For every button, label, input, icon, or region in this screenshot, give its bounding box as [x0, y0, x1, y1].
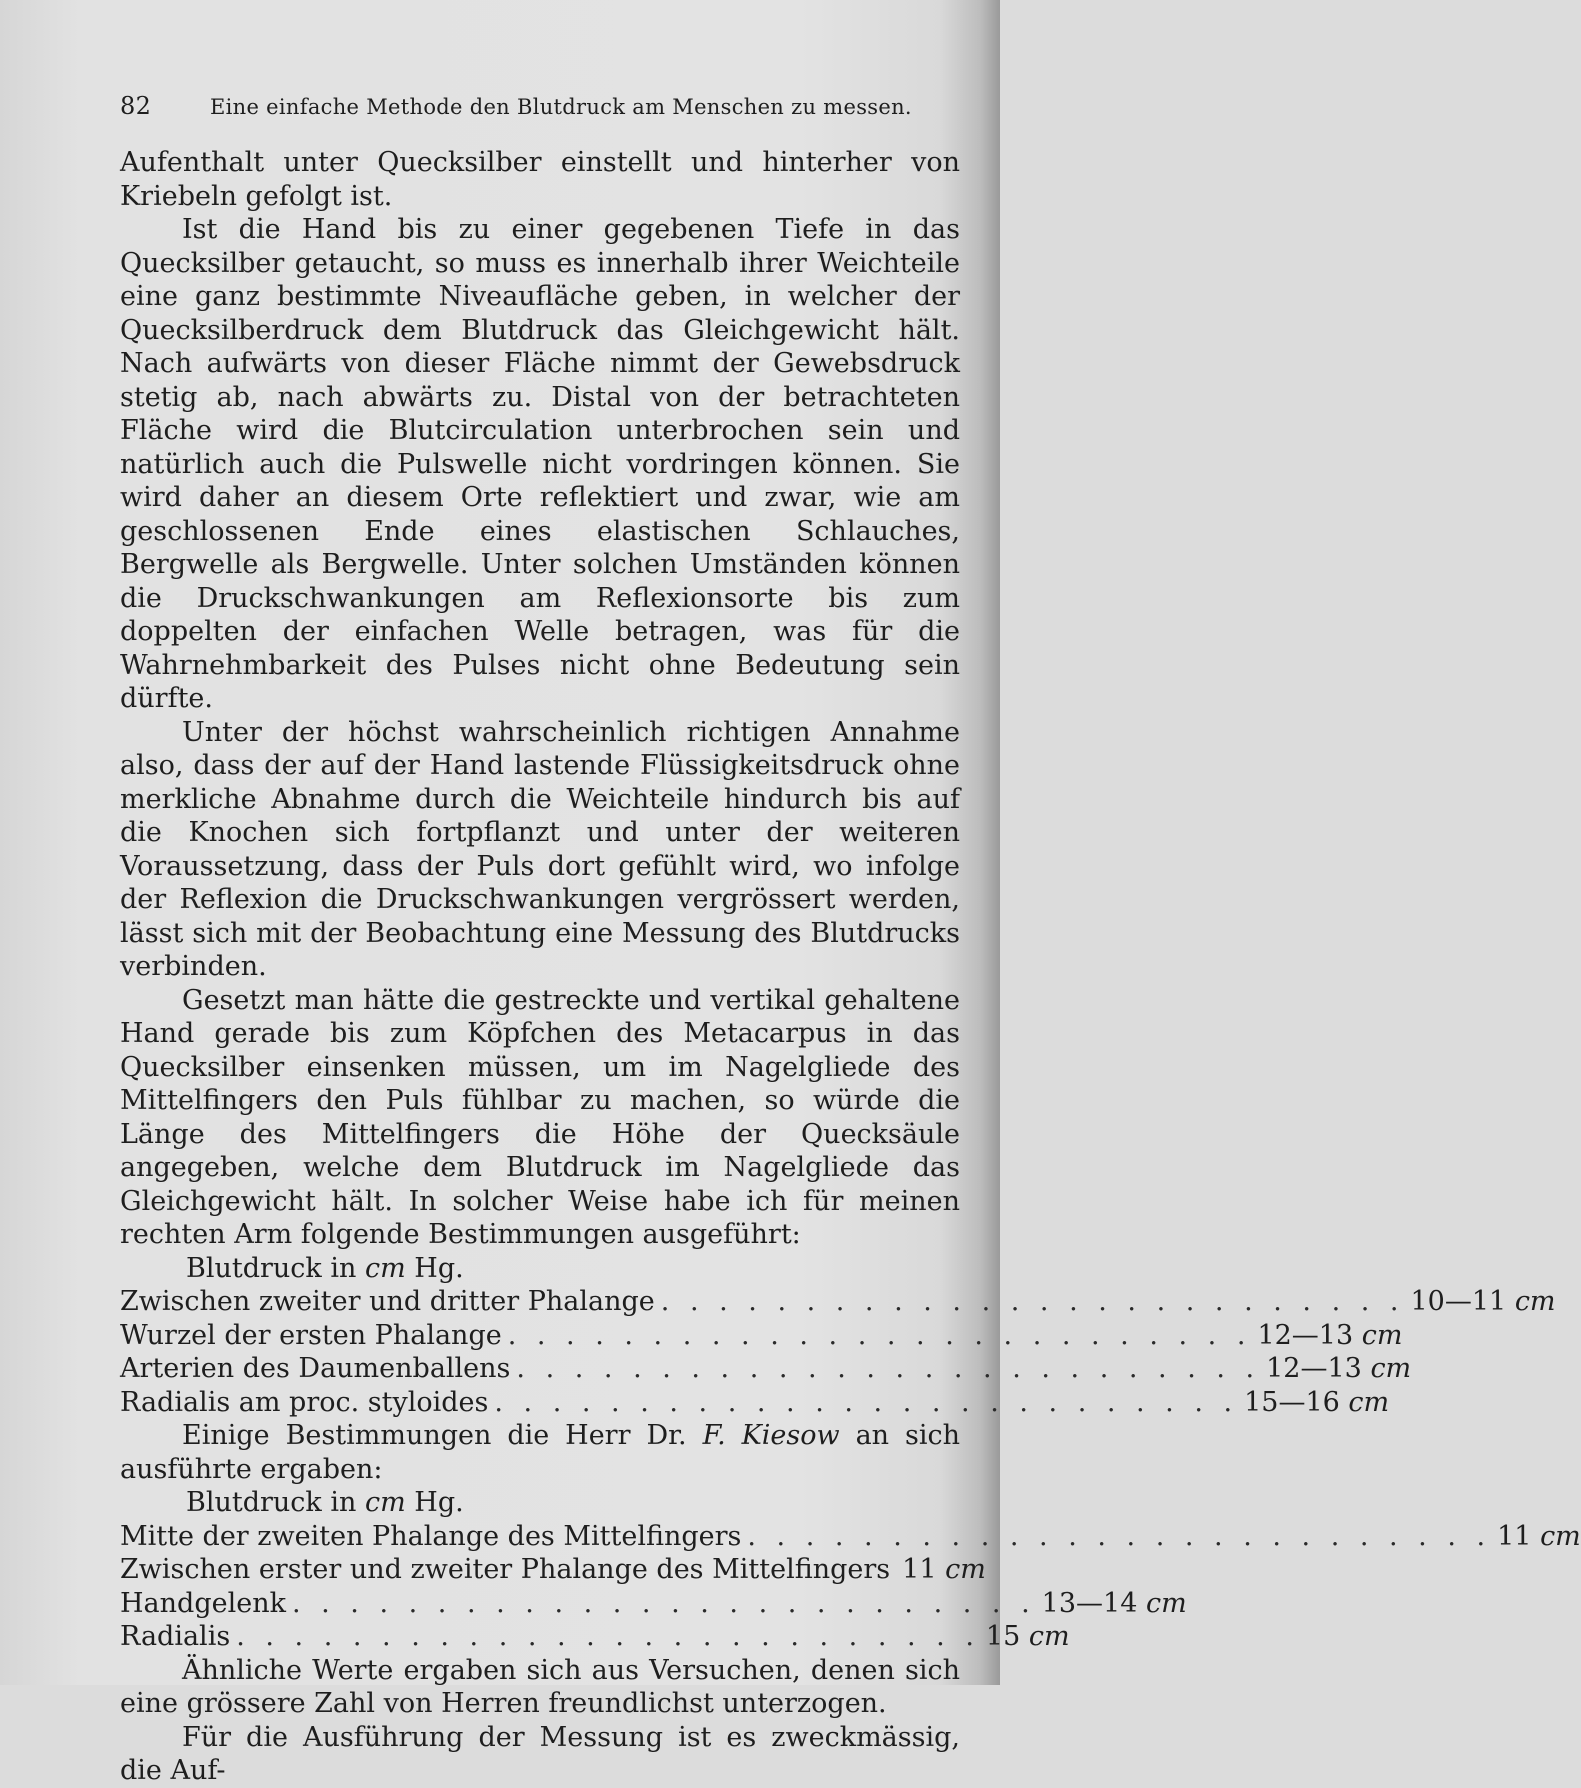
table1-row: Arterien des Daumenballens . . . . . . . . . . . . . . . . . . . . . . . . . . 12—13 cm [120, 1353, 1412, 1384]
paragraph-ausfuehrung: Für die Ausführung der Messung ist es zweckmässig, die Auf- [120, 1721, 960, 1786]
table1-row: Radialis am proc. styloides . . . . . . . . . . . . . . . . . . . . . . . . . . 15—16 cm [120, 1386, 1390, 1418]
table2-row: Zwischen erster und zweiter Phalange des Mittelfingers 11 cm [120, 1554, 986, 1585]
table2-title: Blutdruck in cm Hg. [186, 1487, 464, 1518]
dot-leader: . . . . . . . . . . . . . . . . . . . . . . . . . . [516, 1353, 1261, 1384]
table2-row: Mitte der zweiten Phalange des Mittelfingers . . . . . . . . . . . . . . . . . . . . . . . . . . 11 cm [120, 1520, 1581, 1552]
table1-row: Wurzel der ersten Phalange . . . . . . . . . . . . . . . . . . . . . . . . . . 12—13 cm [120, 1319, 1403, 1351]
paragraph-annahme: Unter der höchst wahrscheinlich richtigen Annahme also, dass der auf der Hand lastende Flüssigkeitsdruck ohne merkliche Abnahme durch die Weichteile hindurch bis auf die Knochen sich fortpflanzt und unter der weiteren Voraussetzung, dass der Puls dort gefühlt wird, wo infolge der Reflexion die Druckschwankungen vergrössert werden, lässt sich mit der Beobachtung eine Messung des Blutdrucks verbinden. [120, 716, 960, 982]
paragraph-continued: Aufenthalt unter Quecksilber einstellt und hinterher von Kriebeln gefolgt ist. [120, 147, 960, 212]
dot-leader: . . . . . . . . . . . . . . . . . . . . . . . . . . [507, 1319, 1252, 1351]
paragraph-aehnliche: Ähnliche Werte ergaben sich aus Versuchen, denen sich eine grössere Zahl von Herren freundlichst unterzogen. [120, 1654, 960, 1719]
paragraph-kiesow: Einige Bestimmungen die Herr Dr. F. Kiesow an sich ausführte ergaben: [120, 1420, 961, 1485]
dot-leader: . . . . . . . . . . . . . . . . . . . . . . . . . . [747, 1520, 1492, 1552]
table1-title: Blutdruck in cm Hg. [186, 1252, 464, 1284]
page-content [120, 92, 1581, 1788]
running-title: Eine einfache Methode den Blutdruck am Menschen zu messen. [210, 95, 912, 119]
dot-leader: . . . . . . . . . . . . . . . . . . . . . . . . . . [494, 1386, 1239, 1418]
table1-row: Zwischen zweiter und dritter Phalange . . . . . . . . . . . . . . . . . . . . . . . . . . 10—11 cm [120, 1286, 1556, 1317]
table2-row: Handgelenk . . . . . . . . . . . . . . . . . . . . . . . . . . 13—14 cm [120, 1587, 1187, 1619]
table2-row: Radialis . . . . . . . . . . . . . . . . . . . . . . . . . . 15 cm [120, 1621, 1070, 1652]
dot-leader: . . . . . . . . . . . . . . . . . . . . . . . . . . [236, 1621, 980, 1652]
paragraph-niveauflaeche: Ist die Hand bis zu einer gegebenen Tiefe in das Quecksilber getaucht, so muss es innerhalb ihrer Weichteile eine ganz bestimmte Niveaufläche geben, in welcher der Quecksilberdruck dem Blutdruck das Gleichgewicht hält. Nach aufwärts von dieser Fläche nimmt der Gewebsdruck stetig ab, nach abwärts zu. Distal von der betrachteten Fläche wird die Blutcirculation unterbrochen sein und natürlich auch die Pulswelle nicht vordringen können. Sie wird daher an diesem Orte reflektiert und zwar, wie am geschlossenen Ende eines elastischen Schlauches, Bergwelle als Bergwelle. Unter solchen Umständen können die Druckschwankungen am Reflexionsorte bis zum doppelten der einfachen Welle betragen, was für die Wahrnehmbarkeit des Pulses nicht ohne Bedeutung sein dürfte. [120, 214, 960, 714]
person-name: F. Kiesow [702, 1420, 840, 1451]
page-number: 82 [120, 92, 152, 120]
dot-leader: . . . . . . . . . . . . . . . . . . . . . . . . . . [291, 1587, 1036, 1619]
paragraph-gesetzt: Gesetzt man hätte die gestreckte und vertikal gehaltene Hand gerade bis zum Köpfchen des Metacarpus in das Quecksilber einsenken müssen, um im Nagelgliede des Mittelfingers den Puls fühlbar zu machen, so würde die Länge des Mittelfingers die Höhe der Quecksäule angegeben, welche dem Blutdruck im Nagelgliede das Gleichgewicht hält. In solcher Weise habe ich für meinen rechten Arm folgende Bestimmungen ausgeführt: [120, 984, 960, 1250]
dot-leader: . . . . . . . . . . . . . . . . . . . . . . . . . . [660, 1286, 1405, 1317]
running-header [120, 92, 960, 132]
